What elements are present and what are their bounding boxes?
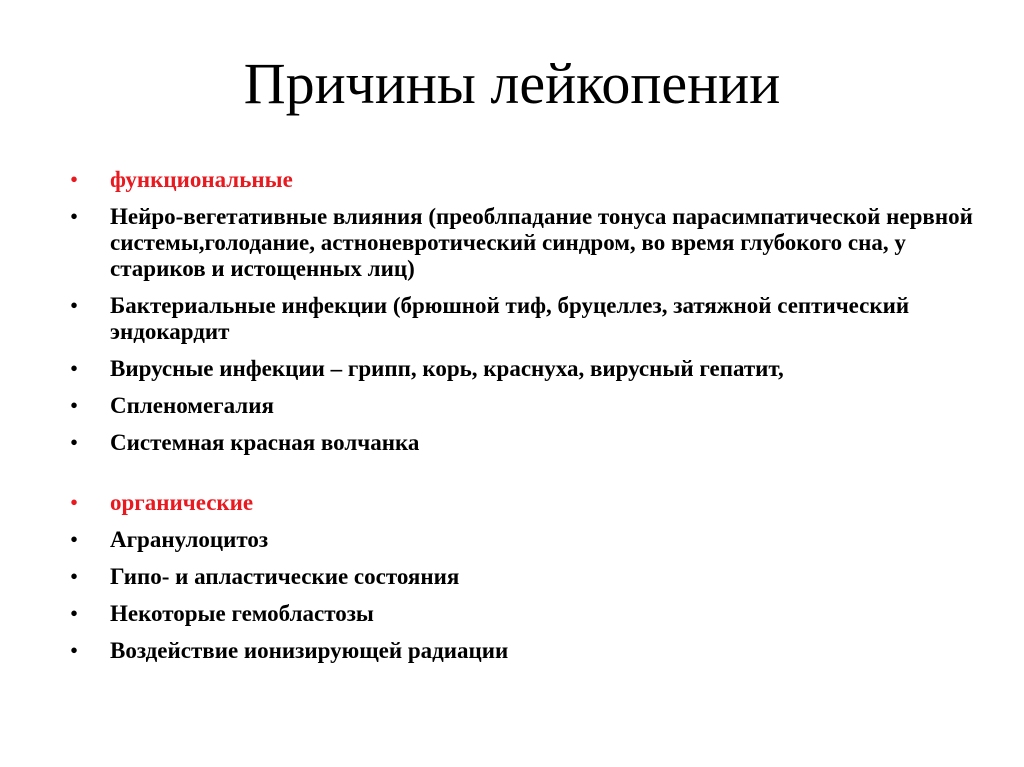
list-item: [70, 204, 990, 282]
bullet-icon: •: [70, 527, 79, 552]
list-item-text: Вирусные инфекции – грипп, корь, краснуха, вирусный гепатит,: [110, 356, 784, 381]
bullet-icon: •: [70, 204, 79, 229]
list-item-text: Спленомегалия: [110, 393, 274, 418]
list-item-text: Нейро-вегетативные влияния (преоблпадание тонуса парасимпатической нервной системы,голодание, астноневротический синдром, во время глубокого сна, у стариков и истощенных лиц): [110, 204, 973, 281]
bullet-icon: •: [70, 601, 79, 626]
list-item-text: Воздействие ионизирующей радиации: [110, 638, 509, 663]
bullet-icon: •: [70, 293, 79, 318]
list-item: [70, 564, 990, 590]
bullet-icon: •: [70, 638, 79, 663]
slide-title: Причины лейкопении: [243, 51, 781, 116]
bullet-icon: •: [70, 393, 79, 418]
list-item: [70, 638, 990, 664]
list-item: [70, 601, 990, 627]
list-item-category-organic: [70, 490, 990, 516]
list-item-text: Некоторые гемобластозы: [110, 601, 374, 626]
bullet-icon: •: [70, 167, 79, 192]
list-item: [70, 527, 990, 553]
list-item-text: Бактериальные инфекции (брюшной тиф, бруцеллез, затяжной септический эндокардит: [110, 293, 910, 344]
list-item: [70, 293, 990, 345]
list-item-text: Системная красная волчанка: [110, 430, 420, 455]
bullet-icon: •: [70, 564, 79, 589]
list-item-text: Агранулоцитоз: [110, 527, 269, 552]
list-item-text: Гипо- и апластические состояния: [110, 564, 460, 589]
list-item: [70, 393, 990, 419]
bullet-icon: •: [70, 430, 79, 455]
list-item: [70, 356, 990, 382]
bullet-icon: •: [70, 490, 79, 515]
list-item: [70, 430, 990, 456]
list-item-category-functional: [70, 167, 990, 193]
bullet-icon: •: [70, 356, 79, 381]
bullet-list: [70, 167, 990, 675]
list-item-text: функциональные: [110, 167, 293, 192]
list-item-text: органические: [110, 490, 254, 515]
